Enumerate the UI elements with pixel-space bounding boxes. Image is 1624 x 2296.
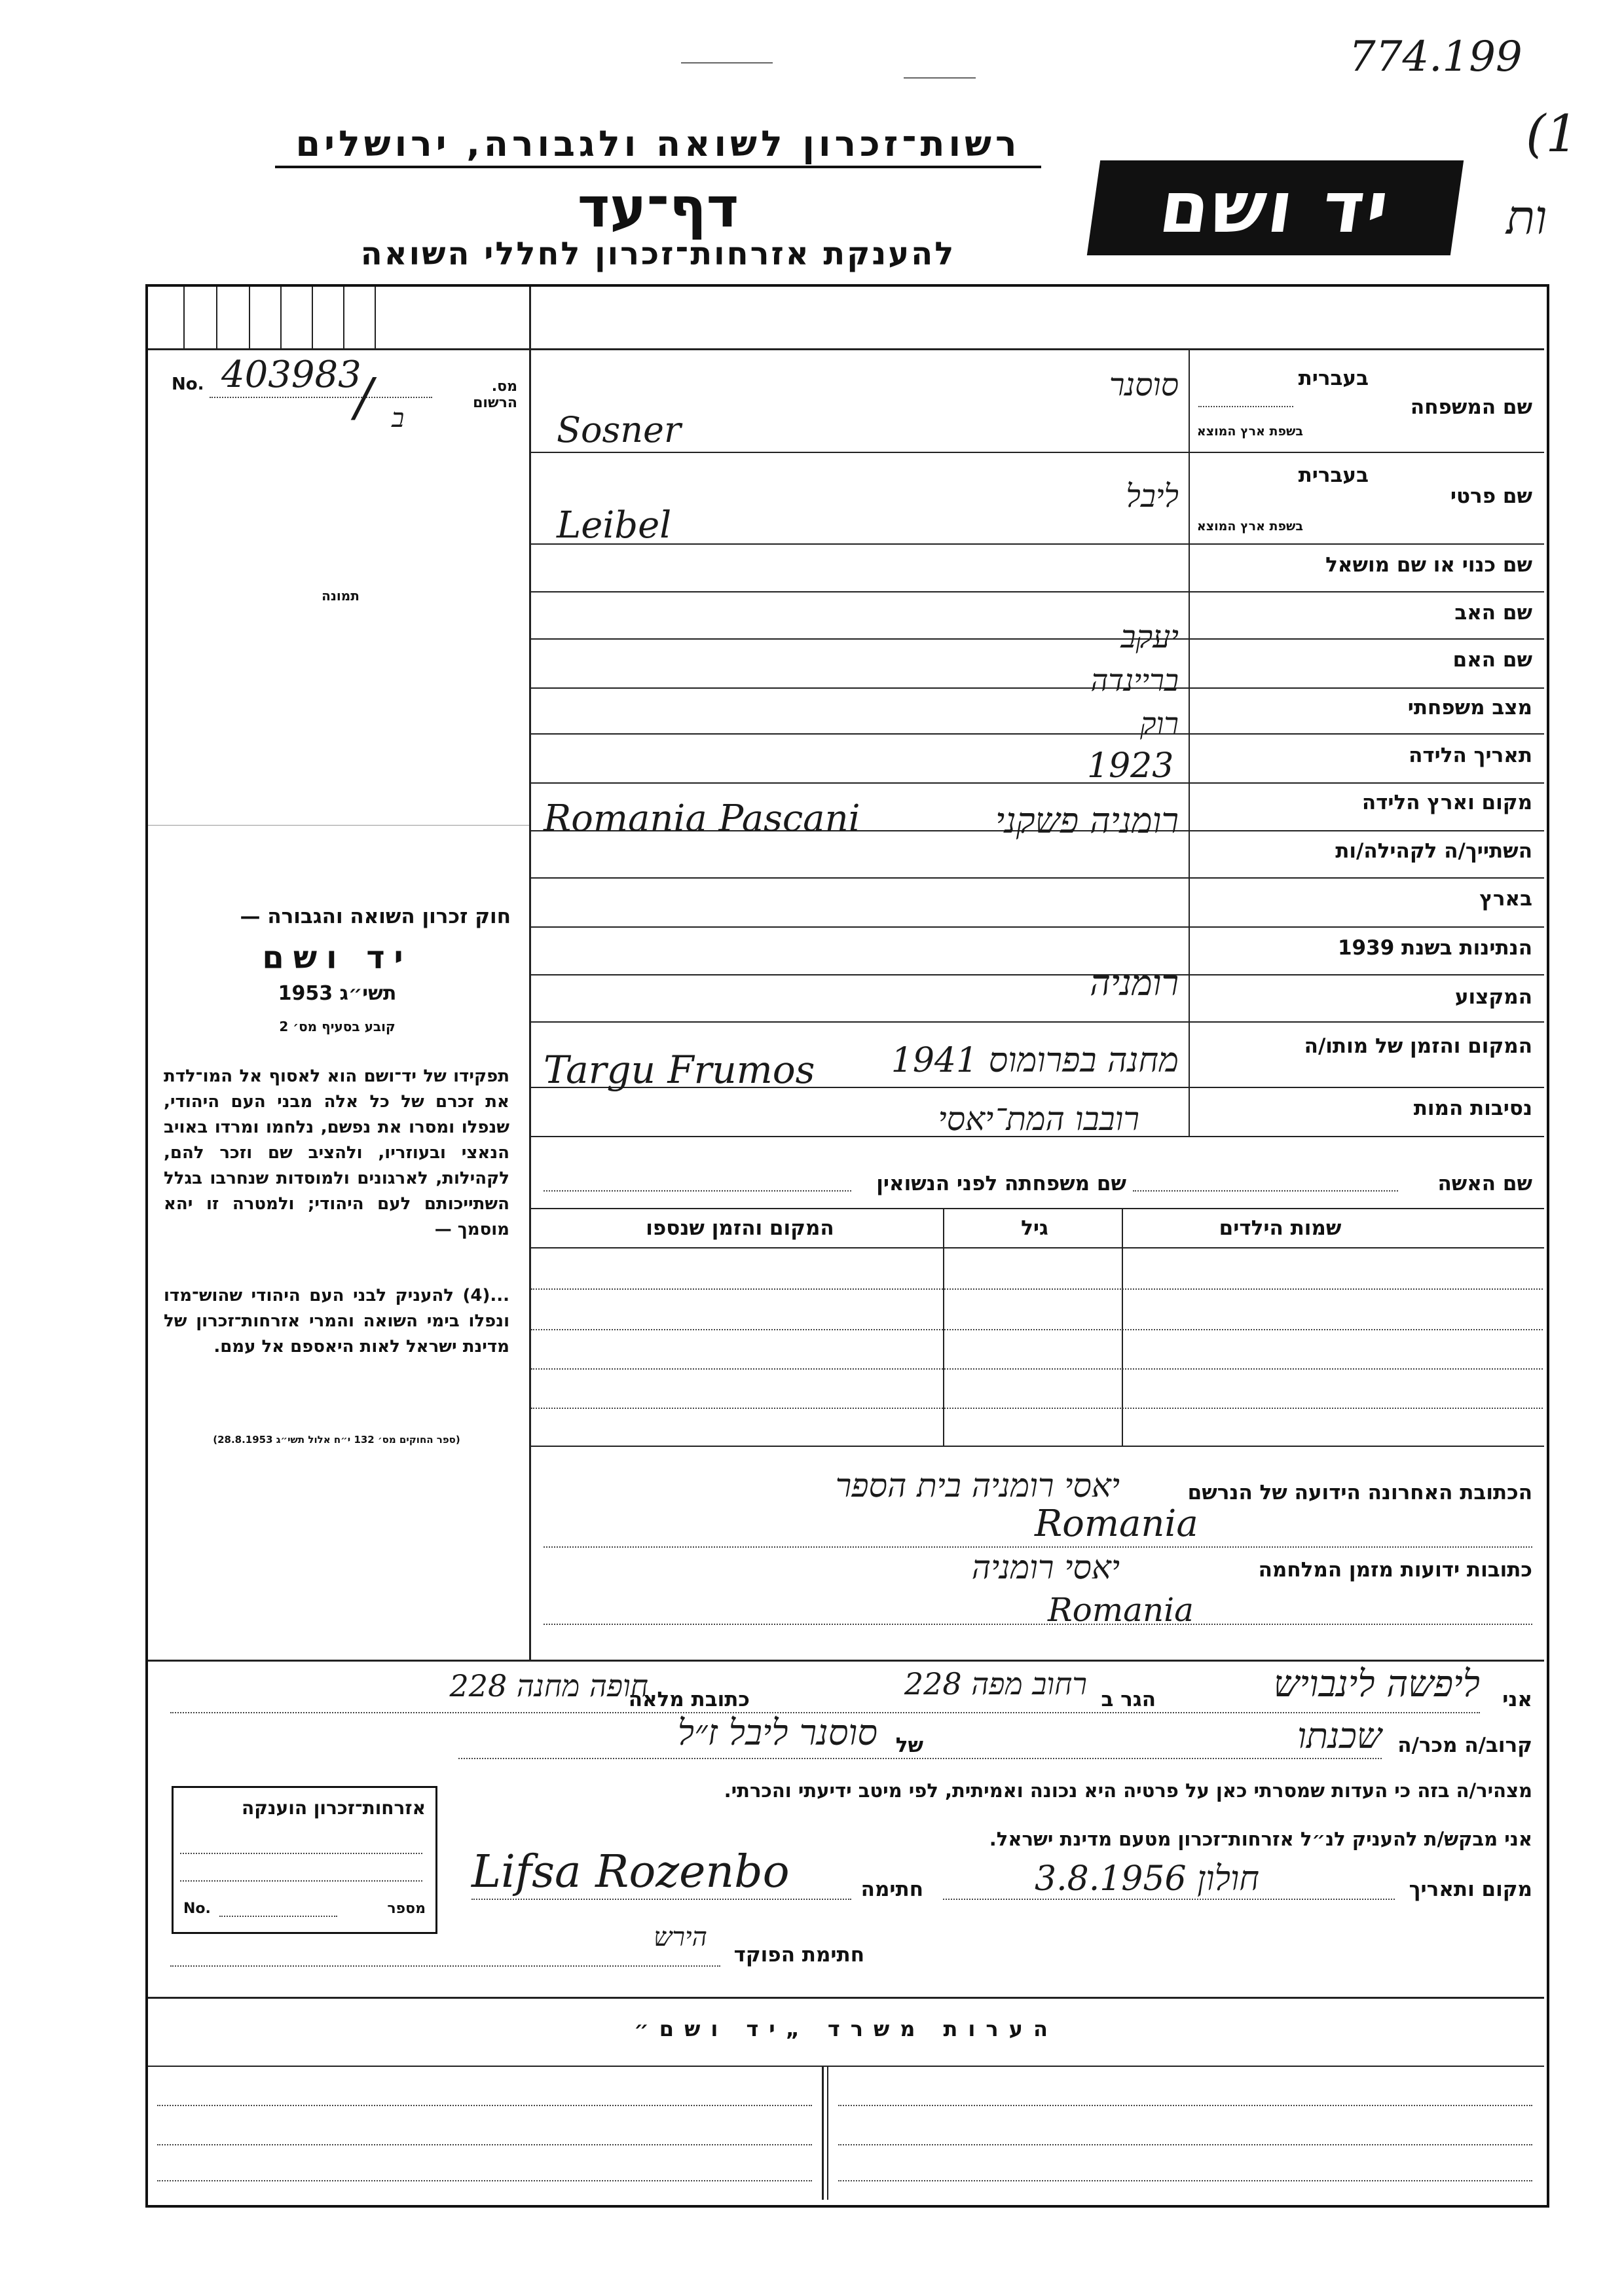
row-line [531, 926, 1544, 928]
notes-top [148, 1997, 1544, 1999]
first-name-hebrew-value: ליבל [1126, 478, 1179, 515]
certificate-line [180, 1880, 422, 1882]
family-name-origin-value: Sosner [557, 409, 681, 450]
request: אני מבקש/ת להעניק לנ״ל אזרחות־זכרון מטעם מדינת ישראל. [989, 1828, 1532, 1850]
children-row [531, 1368, 1543, 1370]
place-date-dots [943, 1899, 1395, 1900]
father-value: יעקב [1120, 619, 1179, 655]
law-section: קובע בסעיף מס׳ 2 [279, 1019, 396, 1034]
authority-name: רשות־זכרון לשואה ולגבורה, ירושלים [275, 123, 1041, 168]
registration-number: 403983 [221, 354, 361, 396]
last-address-value: יאסי רומניה בית הספר [835, 1467, 1120, 1504]
row-line [531, 591, 1544, 592]
family-name-origin-label: בשפת ארץ המוצא [1196, 424, 1303, 439]
address-dots [544, 1624, 1532, 1625]
declarant-name: ליפשה לינבויש [1273, 1663, 1480, 1705]
notes-line [157, 2180, 812, 2181]
row-line [531, 782, 1544, 784]
war-address-label: כתובות ידועות מזמן המלחמה [1258, 1558, 1532, 1582]
strip-sep [183, 287, 185, 349]
photo-bottom [148, 825, 529, 826]
address-dots [544, 1546, 1532, 1548]
law-para-1: תפקידו של יד־ושם הוא לאסוף אל המו־לדת את זכרם של כל אלה מבני העם היהודי, שנפלו ומסרו את נפשם, נלחמו ומרדו באויב הנאצי ובעוזריו, ולהציב שם וזכר להם, לקהילות, לארגונים ולמוסדות שנחרבו בגלל השתייכותם לעם היהודי; ולמטרה זו יהא מוסמך — [164, 1066, 509, 1239]
official-signature-label: חתימת הפוקד [733, 1943, 864, 1967]
children-place-header: המקום והזמן שנספו [646, 1216, 834, 1240]
strip-sep [249, 287, 250, 349]
birth-date-label: תאריך הלידה [1409, 744, 1532, 767]
birth-place-label: מקום וארץ הלידה [1361, 791, 1532, 814]
death-place-latin: Targu Frumos [544, 1048, 815, 1092]
row-line [531, 452, 1544, 453]
official-dots [170, 1965, 720, 1967]
signature-label: חתימה [860, 1878, 923, 1901]
strip-sep [216, 287, 217, 349]
law-name: יד ושם [262, 939, 413, 976]
certificate-line [180, 1853, 422, 1854]
nickname-label: שם כנוי או שם מושאל [1325, 553, 1532, 577]
strip-sep [375, 287, 376, 349]
label-divider [1189, 350, 1190, 1136]
last-address-latin: Romania [1035, 1503, 1198, 1545]
war-address-latin: Romania [1048, 1591, 1194, 1629]
children-age-header: גיל [1021, 1216, 1048, 1240]
law-citation: (ספר החוקים מס׳ 132 י״ח אלול תשי״ג 28.8.1953) [213, 1434, 460, 1446]
row-line [531, 1247, 1544, 1248]
mother-label: שם האם [1452, 648, 1532, 672]
row-line [531, 877, 1544, 879]
death-circumstances-value: רובבו המת־יאסי [938, 1100, 1139, 1138]
statement: מצהיר/ה בזה כי העדות שמסרתי כאן על פרטיה היא נכונה ואמיתית, לפי מיטב ידיעתי והכרתי. [724, 1779, 1532, 1802]
citizenship-label: הנתינות בשנת 1939 [1337, 936, 1532, 960]
family-name-hebrew-value: סוסנר [1109, 367, 1179, 403]
full-address-value: חופה מחנה 228 [449, 1668, 648, 1704]
children-col-sep [943, 1208, 944, 1447]
community-label: השתייך/ה לקהילה/ות [1335, 839, 1532, 863]
children-names-header: שמות הילדים [1219, 1216, 1342, 1240]
wife-label: שם האשה [1437, 1172, 1532, 1195]
registration-suffix: ב [392, 403, 405, 433]
wife-maiden-label: שם משפחתה לפני הנשואין [876, 1172, 1126, 1195]
declaration-ani: אני [1502, 1688, 1532, 1711]
notes-mid [148, 2066, 1544, 2067]
strip-sep [343, 287, 344, 349]
form-title: דף־עד [577, 175, 739, 240]
war-address-value: יאסי רומניה [971, 1548, 1120, 1586]
top-decor-line [681, 62, 773, 64]
of-value: סוסנר ליבל ז״ל [677, 1712, 877, 1753]
registration-dots [210, 397, 432, 398]
notes-line [838, 2105, 1532, 2106]
children-row [531, 1288, 1543, 1290]
resident-label: הגר ב [1101, 1688, 1156, 1711]
birth-place-latin: Romania Pascani [544, 797, 860, 840]
law-para-2: ...(4) להעניק לבני העם היהודי שהוש־מדו ונפלו בימי השואה והמרי אזרחות־זכרון של מדינת ישראל לאות היאספם אל עמם. [164, 1286, 509, 1357]
office-notes-title: הערות משרד „יד ושם״ [634, 2016, 1058, 2041]
row-line [531, 543, 1544, 545]
notes-sep [827, 2066, 828, 2200]
citizenship-value: רומניה [1090, 962, 1179, 1004]
declarant-address: רחוב מפה 228 [904, 1666, 1087, 1702]
strip-sep [280, 287, 282, 349]
official-signature: הירש [654, 1922, 707, 1952]
law-year: תשי״ג 1953 [278, 982, 397, 1005]
strip-sep [312, 287, 313, 349]
certificate-number-label: מספר [387, 1901, 426, 1917]
margin-note-1: (1 [1526, 105, 1579, 164]
signature-dots [471, 1899, 851, 1900]
notes-line [157, 2105, 812, 2106]
notes-line [838, 2180, 1532, 2181]
last-address-label: הכתובת האחרונה הידועה של הנרשם [1187, 1481, 1532, 1504]
yad-vashem-logo: יד ושם [1087, 160, 1464, 255]
address-bottom [148, 1660, 1544, 1662]
first-name-origin-value: Leibel [557, 504, 672, 547]
family-name-hebrew-label: בעברית [1298, 367, 1369, 390]
law-heading: חוק זכרון השואה והגבורה — [240, 905, 511, 928]
declarant-signature: Lifsa Rozenbo [471, 1846, 790, 1898]
notes-line [838, 2144, 1532, 2145]
relative-label: קרוב/ה מכר/ה [1397, 1734, 1532, 1757]
certificate-no-dots [219, 1916, 337, 1917]
first-name-label: שם פרטי [1450, 484, 1532, 508]
first-name-origin-label: בשפת ארץ המוצא [1196, 519, 1303, 534]
notes-line [157, 2144, 812, 2145]
top-decor-line-2 [904, 77, 976, 79]
family-name-dots [1198, 406, 1293, 407]
children-row [531, 1329, 1543, 1330]
registration-no-label: No. [172, 374, 204, 394]
children-col-sep [1122, 1208, 1123, 1447]
registration-slash: / [355, 367, 373, 428]
family-name-label: שם המשפחה [1410, 395, 1532, 419]
relative-value: שכנתו [1297, 1715, 1382, 1757]
relative-dots [458, 1758, 1382, 1759]
birth-date-value: 1923 [1087, 746, 1174, 786]
certificate-title: אזרחות־זכרון הוענקה [242, 1797, 426, 1819]
notes-sep [822, 2066, 824, 2200]
certificate-no-label: No. [183, 1901, 211, 1917]
row-line [531, 1021, 1544, 1023]
marital-value: רוק [1140, 706, 1179, 741]
first-name-hebrew-label: בעברית [1298, 464, 1369, 487]
photo-label: תמונה [322, 588, 360, 604]
of-label: של [895, 1734, 923, 1757]
country-label: בארץ [1479, 887, 1532, 911]
archive-number: 774.199 [1349, 33, 1522, 81]
death-circumstances-label: נסיבות המות [1413, 1097, 1532, 1120]
place-date-label: מקום ותאריך [1409, 1878, 1532, 1901]
birth-place-hebrew: רומניה פשקני [995, 800, 1179, 841]
margin-note-2: ות [1506, 190, 1547, 245]
children-bottom [531, 1446, 1544, 1447]
wife-dots [1133, 1190, 1398, 1192]
strip-line [148, 348, 1544, 350]
death-place-hebrew: מחנה בפרומוס 1941 [891, 1041, 1179, 1080]
profession-label: המקצוע [1454, 985, 1532, 1009]
death-place-label: המקום והזמן של מותו/ה [1304, 1034, 1532, 1058]
children-row [531, 1408, 1543, 1409]
registration-label: מס. הרשום [473, 378, 517, 411]
full-address-label: כתובת מלאה [628, 1688, 750, 1711]
place-date-value: 3.8.1956 חולון [1035, 1859, 1260, 1899]
form-subtitle: להענקת אזרחות־זכרון לחללי השואה [360, 236, 956, 272]
row-line [531, 1208, 1544, 1209]
wife-maiden-dots [544, 1190, 851, 1192]
father-label: שם האב [1454, 601, 1532, 625]
mother-value: בריינדה [1090, 663, 1179, 698]
marital-label: מצב משפחתי [1407, 696, 1532, 720]
